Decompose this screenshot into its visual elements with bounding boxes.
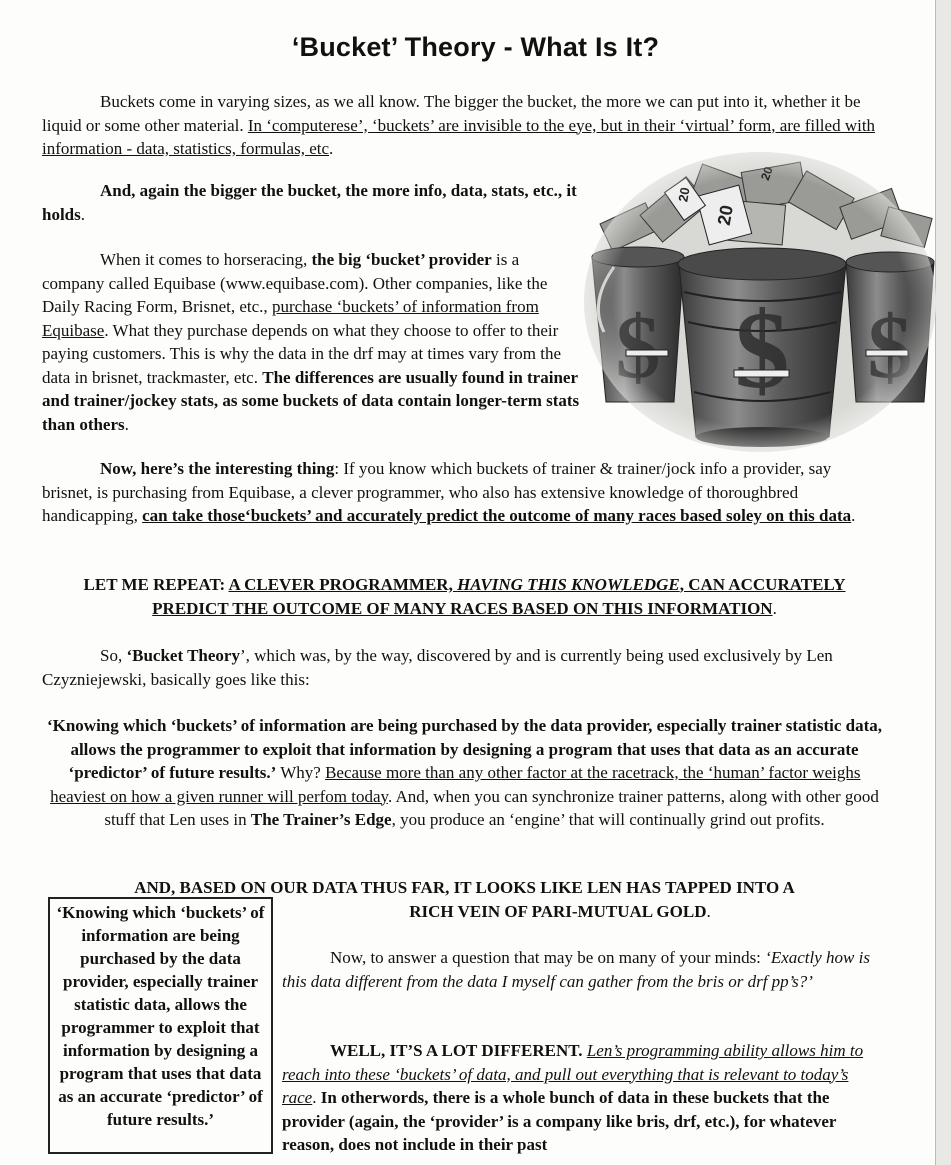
bucket-theory-text-2: ’, which was, by the way, discovered by and is currently being used exclusively by Len Czyzniejewski, basically goes like this: bbox=[42, 646, 833, 689]
pull-quote-box: ‘Knowing which ‘buckets’ of information are being purchased by the data provider, especially trainer statistic data, allows the programmer to exploit that information by designing a program that uses that data as an accurate ‘predictor’ of future results.’ bbox=[48, 897, 273, 1154]
gold-paragraph-line2 bbox=[280, 900, 840, 924]
provider-bold-1: the big ‘bucket’ provider bbox=[311, 250, 492, 269]
provider-bold-2: The differences are usually found in trainer and trainer/jockey stats, as some buckets of data contain longer-term stats than others bbox=[42, 367, 580, 434]
gold-end: . bbox=[706, 902, 711, 921]
knowing-text-1: Why? bbox=[276, 763, 326, 782]
provider-text-3: . What they purchase depends on what they choose to offer to their paying customers. This is why the data in the drf may at times vary from the data in brisnet, trackmaster, etc. bbox=[42, 320, 562, 387]
interesting-bold-underlined: can take those‘buckets’ and accurately predict the outcome of many races based soley on this data bbox=[142, 506, 852, 525]
knowing-paragraph bbox=[42, 714, 887, 832]
gold-paragraph-line1: AND, BASED ON OUR DATA THUS FAR, IT LOOKS LIKE LEN HAS TAPPED INTO A bbox=[134, 878, 795, 897]
page-title: ‘Bucket’ Theory - What Is It? bbox=[291, 32, 660, 62]
bucket-theory-text-1: So, bbox=[100, 646, 127, 665]
trainers-edge-title: The Trainer’s Edge bbox=[250, 810, 392, 829]
intro-paragraph bbox=[42, 90, 884, 161]
bucket-theory-paragraph bbox=[42, 644, 884, 691]
repeat-bold: LET ME REPEAT: bbox=[83, 575, 229, 594]
provider-text-1: When it comes to horseracing, bbox=[100, 250, 312, 269]
question-italic: ‘Exactly how is this data different from the data I myself can gather from the bris or drf pp’s?’ bbox=[282, 948, 870, 991]
intro-end: . bbox=[329, 139, 334, 158]
knowing-text-2: . And, when you can synchronize trainer patterns, along with other good stuff that Len uses in bbox=[104, 786, 879, 829]
provider-text-2: is a company called Equibase (www.equibase.com). Other companies, like the Daily Racing Form, Brisnet, etc., bbox=[42, 250, 548, 316]
interesting-thing-paragraph bbox=[42, 457, 884, 528]
intro-text: Buckets come in varying sizes, as we all know. The bigger the bucket, the more we can put into it, whether it be liquid or some other material. bbox=[42, 92, 861, 135]
question-text: Now, to answer a question that may be on many of your minds: bbox=[330, 948, 766, 967]
provider-paragraph bbox=[42, 248, 584, 436]
different-paragraph bbox=[282, 1039, 882, 1157]
repeat-bold-underlined-1: A CLEVER PROGRAMMER, bbox=[228, 575, 458, 594]
repeat-bold-underlined-italic: HAVING THIS KNOWLEDGE bbox=[457, 575, 680, 594]
provider-underlined: purchase ‘buckets’ of information from Equibase bbox=[42, 297, 539, 340]
repeat-end: . bbox=[772, 598, 777, 618]
question-paragraph bbox=[282, 946, 882, 993]
knowing-underlined: Because more than any other factor at the racetrack, the ‘human’ factor weighs heaviest on how a given runner will perfom today bbox=[50, 763, 861, 806]
repeat-bold-underlined-2: , CAN ACCURATELY PREDICT THE OUTCOME OF MANY RACES BASED ON THIS INFORMATION bbox=[152, 575, 846, 618]
different-text-2: . bbox=[312, 1088, 321, 1107]
interesting-text-2: . bbox=[851, 506, 856, 525]
provider-text-4: . bbox=[124, 414, 129, 434]
repeat-paragraph bbox=[52, 573, 877, 620]
bucket-theory-bold: ‘Bucket Theory bbox=[126, 646, 240, 665]
different-underlined-italic: Len’s programming ability allows him to reach into these ‘buckets’ of data, and pull out everything that is relevant to today’s race bbox=[282, 1041, 864, 1107]
bucket-size-end: . bbox=[80, 204, 85, 224]
money-buckets-image bbox=[584, 152, 936, 452]
gold-bold: RICH VEIN OF PARI-MUTUAL GOLD bbox=[409, 902, 707, 921]
bucket-size-bold: And, again the bigger the bucket, the more info, data, stats, etc., it holds bbox=[42, 181, 577, 224]
knowing-text-3: , you produce an ‘engine’ that will continually grind out profits. bbox=[391, 810, 825, 829]
different-bold-2: In otherwords, there is a whole bunch of data in these buckets that the provider (again, the ‘provider’ is a company like bris, drf, etc.), for whatever reason, does not include in their past bbox=[282, 1088, 837, 1154]
scan-edge bbox=[935, 0, 951, 1165]
different-bold-1: WELL, IT’S A LOT DIFFERENT. bbox=[330, 1041, 583, 1060]
interesting-bold: Now, here’s the interesting thing bbox=[100, 459, 335, 478]
bucket-size-paragraph bbox=[42, 179, 592, 226]
knowing-bold-quote: ‘Knowing which ‘buckets’ of information are being purchased by the data provider, especially trainer statistic data, allows the programmer to exploit that information by designing a program that uses that data as an accurate ‘predictor’ of future results.’ bbox=[46, 716, 883, 782]
interesting-text-1: : If you know which buckets of trainer & trainer/jock info a provider, say brisnet, is purchasing from Equibase, a clever programmer, who also has extensive knowledge of thoroughbred handicapping, bbox=[42, 459, 832, 525]
intro-underlined: In ‘computerese’, ‘buckets’ are invisible to the eye, but in their ‘virtual’ form, are filled with information - data, statistics, formulas, etc bbox=[42, 115, 876, 158]
